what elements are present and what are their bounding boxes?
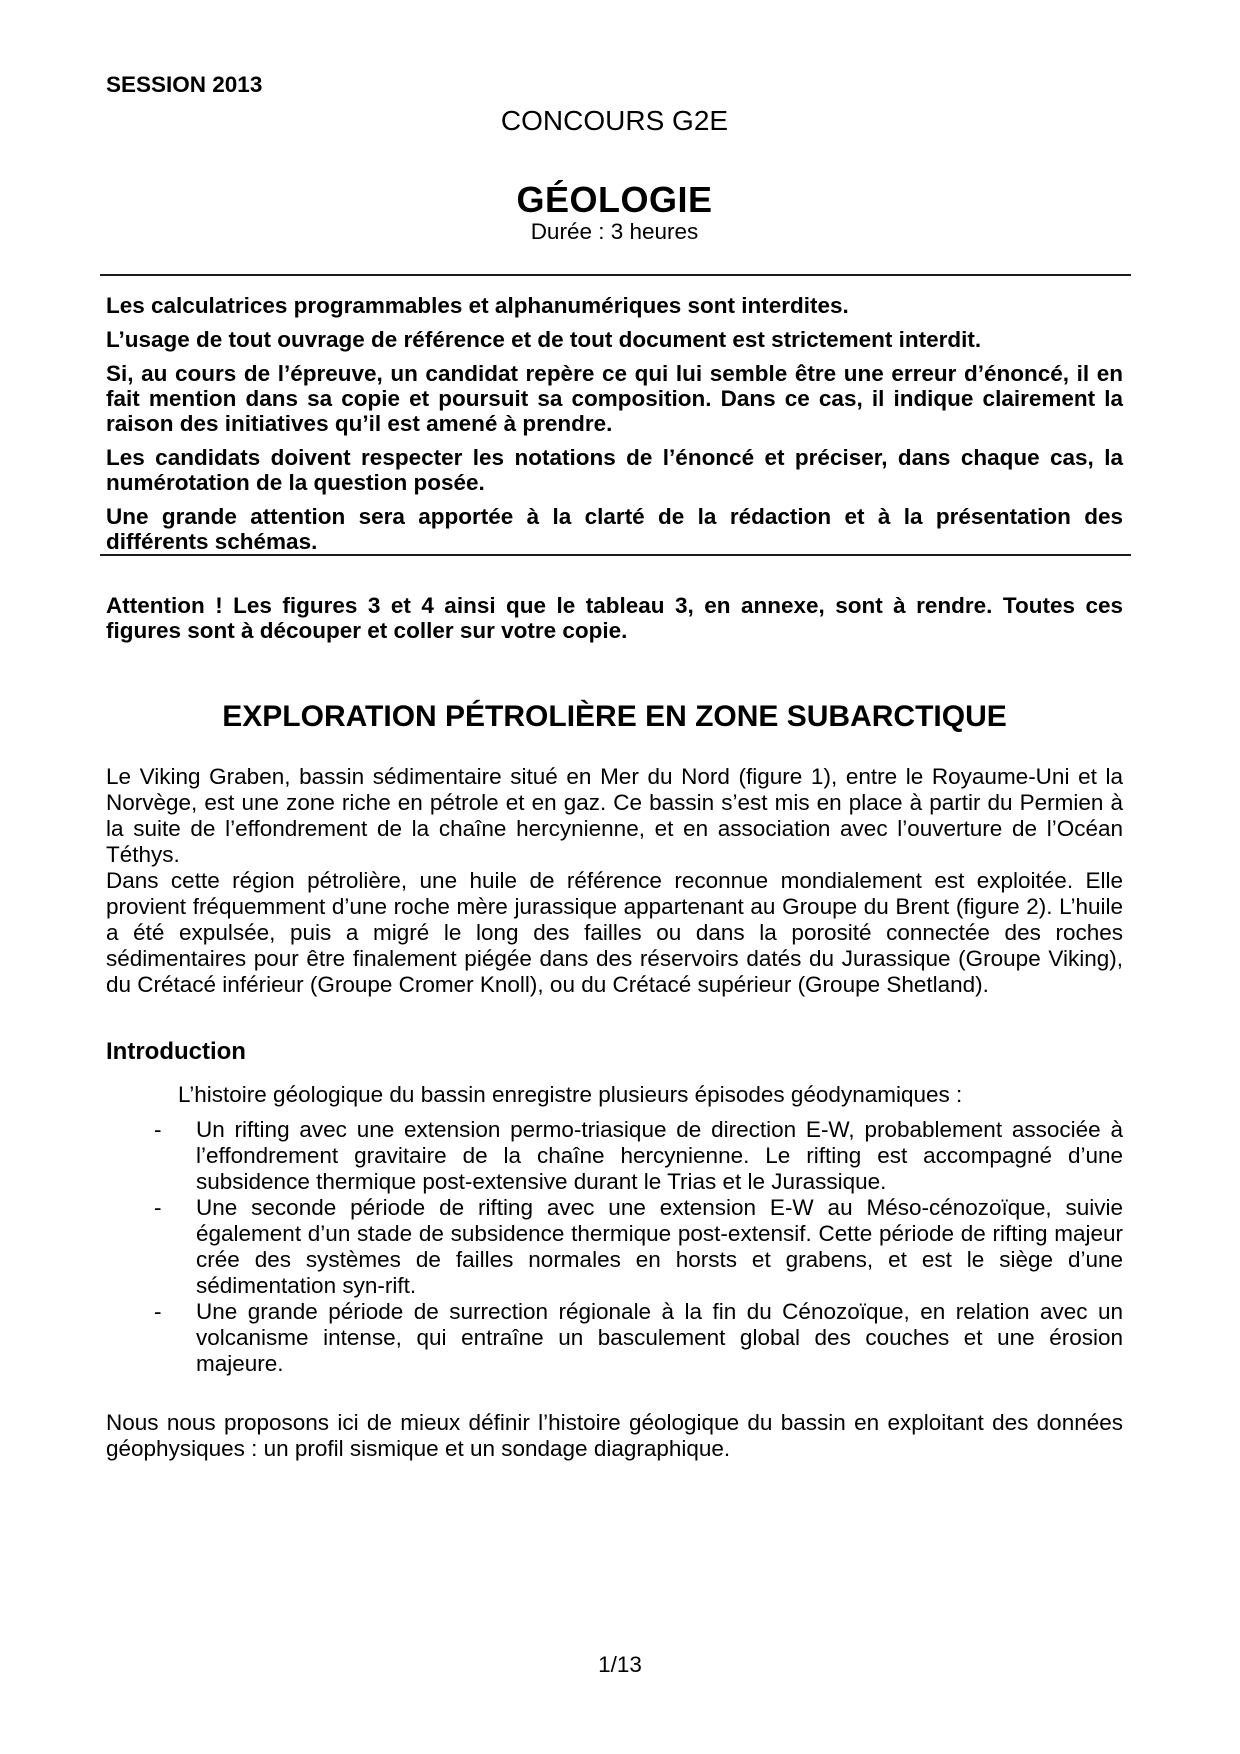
attention-notice: Attention ! Les figures 3 et 4 ainsi que le tableau 3, en annexe, sont à rendre. Toutes ces figures sont à découper et coller sur votre copie. [106,593,1123,643]
rule-clarity: Une grande attention sera apportée à la clarté de la rédaction et à la présentation des différents schémas. [106,504,1123,554]
exam-rules [106,293,1123,554]
duration-label: Durée : 3 heures [530,219,699,244]
bullet-dash-icon: - [154,1299,162,1324]
geodynamic-episodes-list [106,1117,1123,1377]
list-item-text: Une seconde période de rifting avec une extension E-W au Méso-cénozoïque, suivie également d’un stade de subsidence thermique post-extensif. Cette période de rifting majeur crée des systèmes de failles normales en horsts et grabens, et est le siège d’une sédimentation syn-rift. [196,1195,1123,1298]
paragraph-oil-region: Dans cette région pétrolière, une huile de référence reconnue mondialement est exploitée. Elle provient fréquemment d’une roche mère jurassique appartenant au Groupe du Brent (figure 2). L’huile a été expulsée, puis a migré le long des failles ou dans la porosité connectée des roches sédimentaires pour être finalement piégée dans des réservoirs datés du Jurassique (Groupe Viking), du Crétacé inférieur (Groupe Cromer Knoll), ou du Crétacé supérieur (Groupe Shetland). [106,868,1123,997]
intro-paragraphs [106,764,1123,998]
list-item [106,1117,1123,1195]
introduction-lead: L’histoire géologique du bassin enregistre plusieurs épisodes géodynamiques : [178,1082,963,1107]
rule-documents: L’usage de tout ouvrage de référence et de tout document est strictement interdit. [106,327,982,352]
bullet-dash-icon: - [154,1117,162,1142]
subject-title: GÉOLOGIE [516,179,713,220]
bullet-dash-icon: - [154,1195,162,1220]
rule-calculators: Les calculatrices programmables et alphanumériques sont interdites. [106,293,849,318]
page-title: EXPLORATION PÉTROLIÈRE EN ZONE SUBARCTIQUE [222,700,1007,733]
list-item-text: Un rifting avec une extension permo-triasique de direction E-W, probablement associée à l’effondrement gravitaire de la chaîne hercynienne. Le rifting est accompagné d’une subsidence thermique post-extensive durant le Trias et le Jurassique. [196,1117,1123,1194]
rule-notations: Les candidats doivent respecter les notations de l’énoncé et préciser, dans chaque cas, la numérotation de la question posée. [106,445,1123,495]
concours-title: CONCOURS G2E [500,105,729,136]
page-number: 1/13 [598,1652,642,1677]
list-item [106,1195,1123,1299]
section-divider-top [100,274,1131,276]
closing-paragraph: Nous nous proposons ici de mieux définir l’histoire géologique du bassin en exploitant des données géophysiques : un profil sismique et un sondage diagraphique. [106,1410,1123,1461]
rule-errors: Si, au cours de l’épreuve, un candidat repère ce qui lui semble être une erreur d’énoncé, il en fait mention dans sa copie et poursuit sa composition. Dans ce cas, il indique clairement la raison des initiatives qu’il est amené à prendre. [106,361,1123,436]
list-item [106,1299,1123,1377]
session-label: SESSION 2013 [106,72,263,97]
introduction-heading: Introduction [106,1038,246,1065]
list-item-text: Une grande période de surrection régionale à la fin du Cénozoïque, en relation avec un volcanisme intense, qui entraîne un basculement global des couches et une érosion majeure. [196,1299,1123,1376]
section-divider-bottom [100,554,1131,556]
paragraph-viking-graben: Le Viking Graben, bassin sédimentaire situé en Mer du Nord (figure 1), entre le Royaume-Uni et la Norvège, est une zone riche en pétrole et en gaz. Ce bassin s’est mis en place à partir du Permien à la suite de l’effondrement de la chaîne hercynienne, et en association avec l’ouverture de l’Océan Téthys. [106,764,1123,867]
